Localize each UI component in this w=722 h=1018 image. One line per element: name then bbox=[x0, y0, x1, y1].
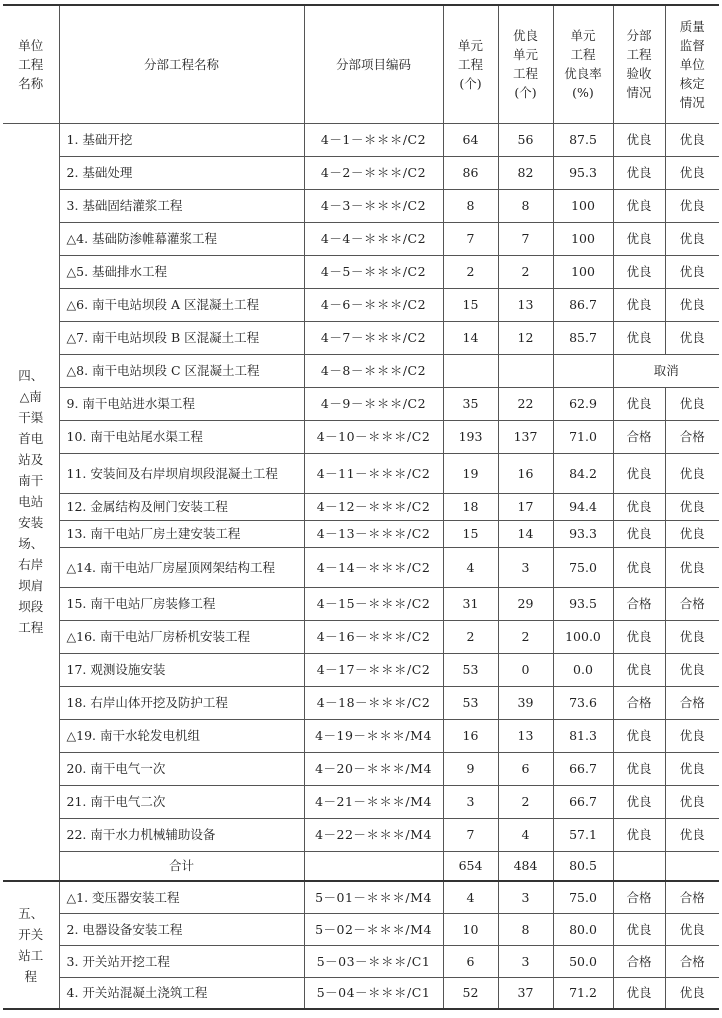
supervision-cell: 优良 bbox=[665, 123, 719, 156]
rate-cell: 80.0 bbox=[553, 913, 613, 945]
total-row bbox=[3, 851, 719, 881]
good-units-cell: 6 bbox=[498, 752, 553, 785]
units-cell: 52 bbox=[443, 977, 498, 1009]
subproject-name: 11. 安装间及右岸坝肩坝段混凝土工程 bbox=[59, 453, 304, 493]
units-cell: 8 bbox=[443, 189, 498, 222]
subproject-name: 9. 南干电站进水渠工程 bbox=[59, 387, 304, 420]
total-good-units: 484 bbox=[498, 851, 553, 881]
subproject-name: 13. 南干电站厂房土建安装工程 bbox=[59, 520, 304, 547]
table-row bbox=[3, 387, 719, 420]
good-units-cell: 3 bbox=[498, 945, 553, 977]
units-cell: 35 bbox=[443, 387, 498, 420]
supervision-cell: 优良 bbox=[665, 653, 719, 686]
subproject-name: △14. 南干电站厂房屋顶网架结构工程 bbox=[59, 547, 304, 587]
table-row bbox=[3, 620, 719, 653]
supervision-cell: 优良 bbox=[665, 255, 719, 288]
supervision-cell: 合格 bbox=[665, 945, 719, 977]
good-units-cell: 14 bbox=[498, 520, 553, 547]
table-row bbox=[3, 255, 719, 288]
subproject-name: △19. 南干水轮发电机组 bbox=[59, 719, 304, 752]
acceptance-cell: 优良 bbox=[613, 387, 665, 420]
good-units-cell: 3 bbox=[498, 547, 553, 587]
units-cell: 53 bbox=[443, 686, 498, 719]
subproject-name: 20. 南干电气一次 bbox=[59, 752, 304, 785]
good-units-cell: 13 bbox=[498, 719, 553, 752]
subproject-code: 4－12－＊＊＊/C2 bbox=[304, 493, 443, 520]
supervision-cell: 优良 bbox=[665, 547, 719, 587]
total-rate: 80.5 bbox=[553, 851, 613, 881]
units-cell: 9 bbox=[443, 752, 498, 785]
rate-cell: 87.5 bbox=[553, 123, 613, 156]
table-row bbox=[3, 354, 719, 387]
subproject-name: 3. 基础固结灌浆工程 bbox=[59, 189, 304, 222]
good-units-cell: 2 bbox=[498, 785, 553, 818]
total-label: 合计 bbox=[59, 851, 304, 881]
header-row bbox=[3, 5, 719, 123]
rate-cell: 57.1 bbox=[553, 818, 613, 851]
subproject-code: 4－18－＊＊＊/C2 bbox=[304, 686, 443, 719]
subproject-code: 5－01－＊＊＊/M4 bbox=[304, 881, 443, 913]
unit-name-cell: 五、 开关 站工 程 bbox=[3, 881, 59, 1009]
acceptance-cell: 合格 bbox=[613, 881, 665, 913]
table-row bbox=[3, 977, 719, 1009]
subproject-code: 5－04－＊＊＊/C1 bbox=[304, 977, 443, 1009]
table-row bbox=[3, 913, 719, 945]
units-cell: 6 bbox=[443, 945, 498, 977]
good-units-cell: 16 bbox=[498, 453, 553, 493]
rate-cell: 66.7 bbox=[553, 785, 613, 818]
acceptance-cell: 合格 bbox=[613, 686, 665, 719]
table-row bbox=[3, 493, 719, 520]
rate-cell: 75.0 bbox=[553, 547, 613, 587]
units-cell: 7 bbox=[443, 818, 498, 851]
rate-cell: 50.0 bbox=[553, 945, 613, 977]
subproject-code: 4－1－＊＊＊/C2 bbox=[304, 123, 443, 156]
units-cell: 31 bbox=[443, 587, 498, 620]
good-units-cell: 22 bbox=[498, 387, 553, 420]
cancelled-status: 取消 bbox=[613, 354, 719, 387]
subproject-name: 15. 南干电站厂房装修工程 bbox=[59, 587, 304, 620]
supervision-cell: 优良 bbox=[665, 977, 719, 1009]
header-rate: 单元 工程 优良率 (%) bbox=[553, 5, 613, 123]
total-supervision-cell bbox=[665, 851, 719, 881]
header-unit: 单位 工程 名称 bbox=[3, 5, 59, 123]
header-units: 单元 工程 (个) bbox=[443, 5, 498, 123]
acceptance-cell: 优良 bbox=[613, 493, 665, 520]
rate-cell: 71.2 bbox=[553, 977, 613, 1009]
supervision-cell: 合格 bbox=[665, 587, 719, 620]
subproject-name: △1. 变压器安装工程 bbox=[59, 881, 304, 913]
subproject-name: 4. 开关站混凝土浇筑工程 bbox=[59, 977, 304, 1009]
units-cell: 86 bbox=[443, 156, 498, 189]
acceptance-cell: 优良 bbox=[613, 453, 665, 493]
good-units-cell: 39 bbox=[498, 686, 553, 719]
table-row bbox=[3, 547, 719, 587]
table-row bbox=[3, 587, 719, 620]
good-units-cell: 56 bbox=[498, 123, 553, 156]
subproject-code: 4－8－＊＊＊/C2 bbox=[304, 354, 443, 387]
table-row bbox=[3, 818, 719, 851]
good-units-cell: 29 bbox=[498, 587, 553, 620]
header-good-units: 优良 单元 工程 (个) bbox=[498, 5, 553, 123]
total-code-cell bbox=[304, 851, 443, 881]
table-row bbox=[3, 653, 719, 686]
quality-table bbox=[3, 4, 719, 1010]
units-cell: 19 bbox=[443, 453, 498, 493]
good-units-cell: 3 bbox=[498, 881, 553, 913]
supervision-cell: 合格 bbox=[665, 420, 719, 453]
subproject-code: 5－02－＊＊＊/M4 bbox=[304, 913, 443, 945]
acceptance-cell: 合格 bbox=[613, 587, 665, 620]
rate-cell: 66.7 bbox=[553, 752, 613, 785]
acceptance-cell: 优良 bbox=[613, 752, 665, 785]
subproject-name: △6. 南干电站坝段 A 区混凝土工程 bbox=[59, 288, 304, 321]
supervision-cell: 优良 bbox=[665, 288, 719, 321]
good-units-cell: 13 bbox=[498, 288, 553, 321]
table-row bbox=[3, 719, 719, 752]
subproject-name: 17. 观测设施安装 bbox=[59, 653, 304, 686]
table-row bbox=[3, 881, 719, 913]
supervision-cell: 优良 bbox=[665, 156, 719, 189]
subproject-name: 2. 电器设备安装工程 bbox=[59, 913, 304, 945]
rate-cell: 93.3 bbox=[553, 520, 613, 547]
supervision-cell: 优良 bbox=[665, 752, 719, 785]
rate-cell bbox=[553, 354, 613, 387]
table-row bbox=[3, 189, 719, 222]
acceptance-cell: 优良 bbox=[613, 547, 665, 587]
units-cell: 15 bbox=[443, 520, 498, 547]
units-cell: 16 bbox=[443, 719, 498, 752]
subproject-code: 4－11－＊＊＊/C2 bbox=[304, 453, 443, 493]
supervision-cell: 优良 bbox=[665, 913, 719, 945]
subproject-code: 4－3－＊＊＊/C2 bbox=[304, 189, 443, 222]
subproject-code: 4－16－＊＊＊/C2 bbox=[304, 620, 443, 653]
acceptance-cell: 优良 bbox=[613, 123, 665, 156]
subproject-code: 4－6－＊＊＊/C2 bbox=[304, 288, 443, 321]
supervision-cell: 合格 bbox=[665, 881, 719, 913]
subproject-name: 3. 开关站开挖工程 bbox=[59, 945, 304, 977]
supervision-cell: 合格 bbox=[665, 686, 719, 719]
subproject-name: 21. 南干电气二次 bbox=[59, 785, 304, 818]
units-cell: 18 bbox=[443, 493, 498, 520]
rate-cell: 71.0 bbox=[553, 420, 613, 453]
rate-cell: 94.4 bbox=[553, 493, 613, 520]
supervision-cell: 优良 bbox=[665, 620, 719, 653]
supervision-cell: 优良 bbox=[665, 321, 719, 354]
table-row bbox=[3, 288, 719, 321]
subproject-name: 22. 南干水力机械辅助设备 bbox=[59, 818, 304, 851]
rate-cell: 86.7 bbox=[553, 288, 613, 321]
rate-cell: 81.3 bbox=[553, 719, 613, 752]
units-cell: 14 bbox=[443, 321, 498, 354]
rate-cell: 100 bbox=[553, 189, 613, 222]
table-row bbox=[3, 123, 719, 156]
subproject-name: △7. 南干电站坝段 B 区混凝土工程 bbox=[59, 321, 304, 354]
subproject-code: 4－2－＊＊＊/C2 bbox=[304, 156, 443, 189]
units-cell: 2 bbox=[443, 620, 498, 653]
supervision-cell: 优良 bbox=[665, 222, 719, 255]
total-units: 654 bbox=[443, 851, 498, 881]
rate-cell: 100 bbox=[553, 255, 613, 288]
subproject-name: 18. 右岸山体开挖及防护工程 bbox=[59, 686, 304, 719]
table-row bbox=[3, 945, 719, 977]
header-name: 分部工程名称 bbox=[59, 5, 304, 123]
acceptance-cell: 优良 bbox=[613, 255, 665, 288]
subproject-code: 4－7－＊＊＊/C2 bbox=[304, 321, 443, 354]
subproject-code: 4－22－＊＊＊/M4 bbox=[304, 818, 443, 851]
rate-cell: 100 bbox=[553, 222, 613, 255]
subproject-code: 5－03－＊＊＊/C1 bbox=[304, 945, 443, 977]
acceptance-cell: 优良 bbox=[613, 520, 665, 547]
acceptance-cell: 优良 bbox=[613, 288, 665, 321]
acceptance-cell: 优良 bbox=[613, 977, 665, 1009]
subproject-code: 4－17－＊＊＊/C2 bbox=[304, 653, 443, 686]
units-cell: 193 bbox=[443, 420, 498, 453]
subproject-name: △4. 基础防渗帷幕灌浆工程 bbox=[59, 222, 304, 255]
rate-cell: 84.2 bbox=[553, 453, 613, 493]
supervision-cell: 优良 bbox=[665, 719, 719, 752]
supervision-cell: 优良 bbox=[665, 818, 719, 851]
good-units-cell: 37 bbox=[498, 977, 553, 1009]
table-row bbox=[3, 520, 719, 547]
table-row bbox=[3, 156, 719, 189]
subproject-code: 4－10－＊＊＊/C2 bbox=[304, 420, 443, 453]
total-acceptance-cell bbox=[613, 851, 665, 881]
rate-cell: 100.0 bbox=[553, 620, 613, 653]
good-units-cell: 4 bbox=[498, 818, 553, 851]
subproject-name: 1. 基础开挖 bbox=[59, 123, 304, 156]
subproject-name: 2. 基础处理 bbox=[59, 156, 304, 189]
units-cell: 3 bbox=[443, 785, 498, 818]
supervision-cell: 优良 bbox=[665, 453, 719, 493]
acceptance-cell: 优良 bbox=[613, 189, 665, 222]
rate-cell: 73.6 bbox=[553, 686, 613, 719]
good-units-cell bbox=[498, 354, 553, 387]
table-row bbox=[3, 321, 719, 354]
rate-cell: 62.9 bbox=[553, 387, 613, 420]
subproject-name: △16. 南干电站厂房桥机安装工程 bbox=[59, 620, 304, 653]
subproject-code: 4－5－＊＊＊/C2 bbox=[304, 255, 443, 288]
acceptance-cell: 合格 bbox=[613, 420, 665, 453]
units-cell: 64 bbox=[443, 123, 498, 156]
good-units-cell: 12 bbox=[498, 321, 553, 354]
subproject-name: 10. 南干电站尾水渠工程 bbox=[59, 420, 304, 453]
subproject-code: 4－9－＊＊＊/C2 bbox=[304, 387, 443, 420]
units-cell: 7 bbox=[443, 222, 498, 255]
good-units-cell: 0 bbox=[498, 653, 553, 686]
supervision-cell: 优良 bbox=[665, 493, 719, 520]
acceptance-cell: 优良 bbox=[613, 719, 665, 752]
supervision-cell: 优良 bbox=[665, 520, 719, 547]
good-units-cell: 2 bbox=[498, 620, 553, 653]
subproject-code: 4－4－＊＊＊/C2 bbox=[304, 222, 443, 255]
supervision-cell: 优良 bbox=[665, 387, 719, 420]
rate-cell: 95.3 bbox=[553, 156, 613, 189]
rate-cell: 0.0 bbox=[553, 653, 613, 686]
good-units-cell: 8 bbox=[498, 913, 553, 945]
header-supervision: 质量 监督 单位 核定 情况 bbox=[665, 5, 719, 123]
table-body bbox=[3, 123, 719, 1009]
acceptance-cell: 优良 bbox=[613, 156, 665, 189]
rate-cell: 85.7 bbox=[553, 321, 613, 354]
units-cell: 53 bbox=[443, 653, 498, 686]
acceptance-cell: 优良 bbox=[613, 785, 665, 818]
good-units-cell: 7 bbox=[498, 222, 553, 255]
header-code: 分部项目编码 bbox=[304, 5, 443, 123]
acceptance-cell: 合格 bbox=[613, 945, 665, 977]
table-row bbox=[3, 420, 719, 453]
acceptance-cell: 优良 bbox=[613, 222, 665, 255]
subproject-code: 4－15－＊＊＊/C2 bbox=[304, 587, 443, 620]
supervision-cell: 优良 bbox=[665, 785, 719, 818]
table-row bbox=[3, 752, 719, 785]
subproject-code: 4－20－＊＊＊/M4 bbox=[304, 752, 443, 785]
table-row bbox=[3, 686, 719, 719]
good-units-cell: 2 bbox=[498, 255, 553, 288]
acceptance-cell: 优良 bbox=[613, 653, 665, 686]
acceptance-cell: 优良 bbox=[613, 913, 665, 945]
units-cell: 4 bbox=[443, 881, 498, 913]
good-units-cell: 17 bbox=[498, 493, 553, 520]
units-cell: 4 bbox=[443, 547, 498, 587]
subproject-name: 12. 金属结构及闸门安装工程 bbox=[59, 493, 304, 520]
header-acceptance: 分部 工程 验收 情况 bbox=[613, 5, 665, 123]
table-row bbox=[3, 785, 719, 818]
units-cell: 2 bbox=[443, 255, 498, 288]
good-units-cell: 82 bbox=[498, 156, 553, 189]
good-units-cell: 8 bbox=[498, 189, 553, 222]
rate-cell: 93.5 bbox=[553, 587, 613, 620]
unit-name-cell: 四、 △南 干渠 首电 站及 南干 电站 安装 场、 右岸 坝肩 坝段 工程 bbox=[3, 123, 59, 881]
units-cell: 10 bbox=[443, 913, 498, 945]
good-units-cell: 137 bbox=[498, 420, 553, 453]
units-cell bbox=[443, 354, 498, 387]
subproject-code: 4－19－＊＊＊/M4 bbox=[304, 719, 443, 752]
subproject-name: △5. 基础排水工程 bbox=[59, 255, 304, 288]
subproject-name: △8. 南干电站坝段 C 区混凝土工程 bbox=[59, 354, 304, 387]
units-cell: 15 bbox=[443, 288, 498, 321]
rate-cell: 75.0 bbox=[553, 881, 613, 913]
acceptance-cell: 优良 bbox=[613, 620, 665, 653]
table-row bbox=[3, 222, 719, 255]
acceptance-cell: 优良 bbox=[613, 321, 665, 354]
subproject-code: 4－13－＊＊＊/C2 bbox=[304, 520, 443, 547]
acceptance-cell: 优良 bbox=[613, 818, 665, 851]
subproject-code: 4－21－＊＊＊/M4 bbox=[304, 785, 443, 818]
table-row bbox=[3, 453, 719, 493]
subproject-code: 4－14－＊＊＊/C2 bbox=[304, 547, 443, 587]
supervision-cell: 优良 bbox=[665, 189, 719, 222]
